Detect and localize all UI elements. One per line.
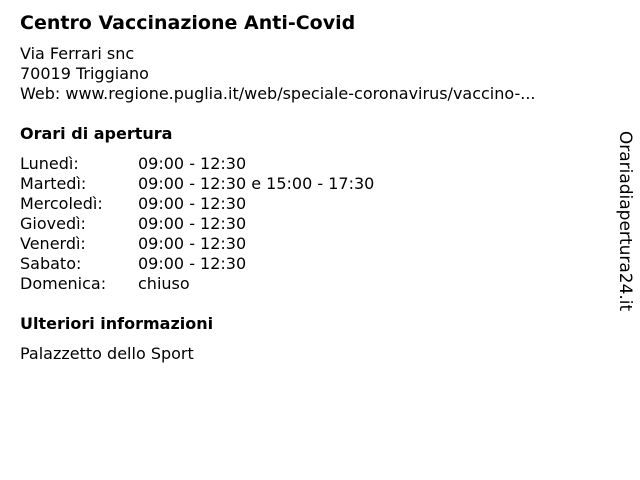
- address-web-link[interactable]: Web: www.regione.puglia.it/web/speciale-coronavirus/vaccino-...: [20, 84, 536, 103]
- time-value: chiuso: [138, 274, 190, 293]
- time-value: 09:00 - 12:30: [138, 234, 247, 253]
- additional-info-text: Palazzetto dello Sport: [20, 344, 194, 363]
- opening-hours-heading: Orari di apertura: [20, 124, 173, 143]
- hours-row-sunday: [20, 274, 440, 294]
- address-street: Via Ferrari snc: [20, 44, 135, 63]
- hours-row-tuesday: [20, 174, 440, 194]
- hours-row-wednesday: [20, 194, 440, 214]
- time-value: 09:00 - 12:30: [138, 154, 247, 173]
- day-label: Lunedì:: [20, 154, 79, 173]
- day-label: Venerdì:: [20, 234, 86, 253]
- day-label: Martedì:: [20, 174, 87, 193]
- additional-info-heading: Ulteriori informazioni: [20, 314, 214, 333]
- time-value: 09:00 - 12:30 e 15:00 - 17:30: [138, 174, 375, 193]
- opening-hours-table: [20, 154, 440, 294]
- address-block: [20, 44, 536, 104]
- hours-row-monday: [20, 154, 440, 174]
- day-label: Giovedì:: [20, 214, 86, 233]
- hours-row-thursday: [20, 214, 440, 234]
- time-value: 09:00 - 12:30: [138, 254, 247, 273]
- page-title: Centro Vaccinazione Anti-Covid: [20, 12, 356, 34]
- hours-row-friday: [20, 234, 440, 254]
- time-value: 09:00 - 12:30: [138, 214, 247, 233]
- site-watermark: Orariadiapertura24.it: [615, 130, 635, 312]
- time-value: 09:00 - 12:30: [138, 194, 247, 213]
- hours-row-saturday: [20, 254, 440, 274]
- address-city: 70019 Triggiano: [20, 64, 149, 83]
- day-label: Domenica:: [20, 274, 107, 293]
- day-label: Sabato:: [20, 254, 82, 273]
- day-label: Mercoledì:: [20, 194, 103, 213]
